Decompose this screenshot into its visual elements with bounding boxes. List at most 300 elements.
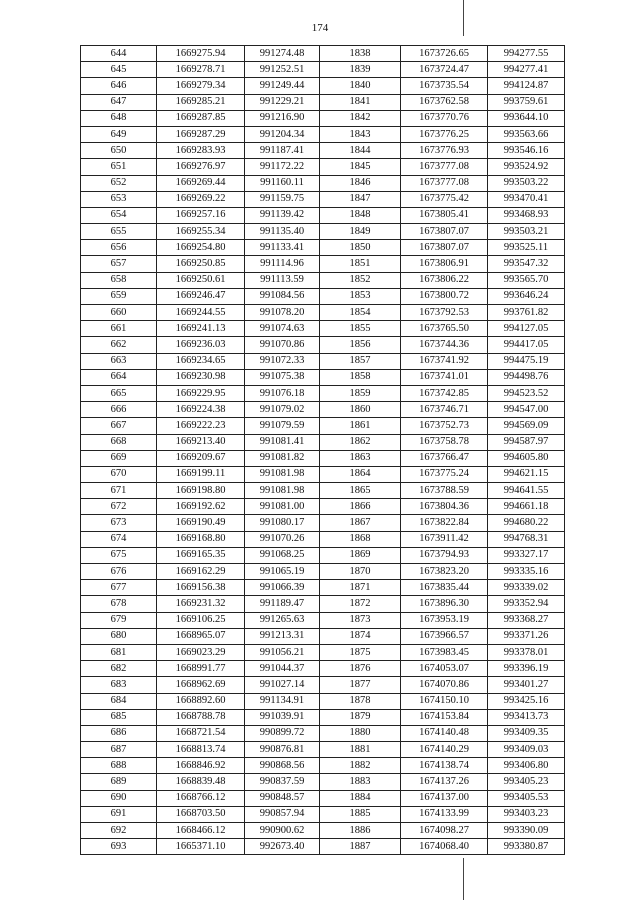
- y-coord-right-cell: 993503.21: [488, 224, 565, 240]
- x-coord-right-cell: 1673807.07: [401, 224, 488, 240]
- x-coord-right-cell: 1673805.41: [401, 207, 488, 223]
- y-coord-right-cell: 993409.35: [488, 725, 565, 741]
- x-coord-left-cell: 1668766.12: [157, 790, 245, 806]
- point-id-left-cell: 648: [81, 110, 157, 126]
- x-coord-right-cell: 1673966.57: [401, 628, 488, 644]
- y-coord-left-cell: 991070.86: [245, 337, 320, 353]
- point-id-right-cell: 1852: [320, 272, 401, 288]
- point-id-left-cell: 677: [81, 580, 157, 596]
- y-coord-left-cell: 991172.22: [245, 159, 320, 175]
- x-coord-right-cell: 1673983.45: [401, 644, 488, 660]
- point-id-left-cell: 670: [81, 466, 157, 482]
- x-coord-right-cell: 1674133.99: [401, 806, 488, 822]
- table-row: [81, 628, 565, 644]
- y-coord-right-cell: 993378.01: [488, 644, 565, 660]
- table-row: [81, 758, 565, 774]
- x-coord-left-cell: 1669250.61: [157, 272, 245, 288]
- x-coord-right-cell: 1673775.42: [401, 191, 488, 207]
- x-coord-right-cell: 1673752.73: [401, 418, 488, 434]
- x-coord-right-cell: 1673788.59: [401, 483, 488, 499]
- x-coord-right-cell: 1674138.74: [401, 758, 488, 774]
- y-coord-left-cell: 991065.19: [245, 564, 320, 580]
- y-coord-left-cell: 991070.26: [245, 531, 320, 547]
- y-coord-left-cell: 991213.31: [245, 628, 320, 644]
- point-id-left-cell: 680: [81, 628, 157, 644]
- point-id-left-cell: 656: [81, 240, 157, 256]
- point-id-left-cell: 693: [81, 839, 157, 855]
- table-row: [81, 823, 565, 839]
- margin-line-bottom: [463, 858, 464, 900]
- x-coord-left-cell: 1669230.98: [157, 369, 245, 385]
- table-row: [81, 725, 565, 741]
- point-id-left-cell: 658: [81, 272, 157, 288]
- table-row: [81, 240, 565, 256]
- x-coord-right-cell: 1673794.93: [401, 547, 488, 563]
- point-id-right-cell: 1850: [320, 240, 401, 256]
- point-id-left-cell: 682: [81, 661, 157, 677]
- x-coord-left-cell: 1669278.71: [157, 62, 245, 78]
- x-coord-left-cell: 1669106.25: [157, 612, 245, 628]
- point-id-left-cell: 690: [81, 790, 157, 806]
- x-coord-right-cell: 1673776.25: [401, 126, 488, 142]
- x-coord-left-cell: 1669198.80: [157, 483, 245, 499]
- point-id-right-cell: 1847: [320, 191, 401, 207]
- point-id-left-cell: 659: [81, 288, 157, 304]
- y-coord-right-cell: 993470.41: [488, 191, 565, 207]
- x-coord-right-cell: 1673777.08: [401, 159, 488, 175]
- y-coord-left-cell: 991072.33: [245, 353, 320, 369]
- x-coord-right-cell: 1674053.07: [401, 661, 488, 677]
- y-coord-left-cell: 991229.21: [245, 94, 320, 110]
- point-id-left-cell: 689: [81, 774, 157, 790]
- x-coord-left-cell: 1669244.55: [157, 305, 245, 321]
- point-id-right-cell: 1859: [320, 385, 401, 401]
- y-coord-left-cell: 990837.59: [245, 774, 320, 790]
- x-coord-right-cell: 1673806.91: [401, 256, 488, 272]
- point-id-right-cell: 1861: [320, 418, 401, 434]
- table-row: [81, 580, 565, 596]
- y-coord-right-cell: 993401.27: [488, 677, 565, 693]
- point-id-left-cell: 666: [81, 402, 157, 418]
- y-coord-right-cell: 994680.22: [488, 515, 565, 531]
- table-row: [81, 402, 565, 418]
- y-coord-left-cell: 991133.41: [245, 240, 320, 256]
- y-coord-left-cell: 990900.62: [245, 823, 320, 839]
- table-row: [81, 143, 565, 159]
- x-coord-left-cell: 1669276.97: [157, 159, 245, 175]
- table-row: [81, 288, 565, 304]
- point-id-right-cell: 1873: [320, 612, 401, 628]
- point-id-left-cell: 662: [81, 337, 157, 353]
- x-coord-left-cell: 1669254.80: [157, 240, 245, 256]
- point-id-left-cell: 671: [81, 483, 157, 499]
- y-coord-right-cell: 993396.19: [488, 661, 565, 677]
- table-row: [81, 110, 565, 126]
- point-id-left-cell: 683: [81, 677, 157, 693]
- y-coord-left-cell: 991139.42: [245, 207, 320, 223]
- table-row: [81, 94, 565, 110]
- point-id-right-cell: 1841: [320, 94, 401, 110]
- x-coord-right-cell: 1674137.26: [401, 774, 488, 790]
- table-row: [81, 272, 565, 288]
- point-id-right-cell: 1855: [320, 321, 401, 337]
- point-id-left-cell: 681: [81, 644, 157, 660]
- point-id-right-cell: 1866: [320, 499, 401, 515]
- x-coord-left-cell: 1668466.12: [157, 823, 245, 839]
- y-coord-left-cell: 990899.72: [245, 725, 320, 741]
- x-coord-left-cell: 1669156.38: [157, 580, 245, 596]
- x-coord-right-cell: 1673735.54: [401, 78, 488, 94]
- y-coord-left-cell: 991159.75: [245, 191, 320, 207]
- y-coord-left-cell: 991078.20: [245, 305, 320, 321]
- table-row: [81, 191, 565, 207]
- table-row: [81, 385, 565, 401]
- y-coord-right-cell: 994768.31: [488, 531, 565, 547]
- point-id-right-cell: 1881: [320, 742, 401, 758]
- point-id-left-cell: 679: [81, 612, 157, 628]
- point-id-right-cell: 1875: [320, 644, 401, 660]
- point-id-right-cell: 1849: [320, 224, 401, 240]
- y-coord-left-cell: 990876.81: [245, 742, 320, 758]
- table-row: [81, 790, 565, 806]
- point-id-right-cell: 1865: [320, 483, 401, 499]
- x-coord-right-cell: 1674150.10: [401, 693, 488, 709]
- y-coord-left-cell: 991204.34: [245, 126, 320, 142]
- x-coord-left-cell: 1669192.62: [157, 499, 245, 515]
- table-row: [81, 305, 565, 321]
- x-coord-right-cell: 1673741.01: [401, 369, 488, 385]
- point-id-right-cell: 1856: [320, 337, 401, 353]
- point-id-right-cell: 1886: [320, 823, 401, 839]
- point-id-left-cell: 691: [81, 806, 157, 822]
- table-row: [81, 644, 565, 660]
- point-id-right-cell: 1870: [320, 564, 401, 580]
- y-coord-right-cell: 993403.23: [488, 806, 565, 822]
- y-coord-right-cell: 994547.00: [488, 402, 565, 418]
- y-coord-right-cell: 993409.03: [488, 742, 565, 758]
- y-coord-left-cell: 991079.02: [245, 402, 320, 418]
- point-id-left-cell: 678: [81, 596, 157, 612]
- point-id-right-cell: 1844: [320, 143, 401, 159]
- y-coord-right-cell: 994124.87: [488, 78, 565, 94]
- y-coord-left-cell: 991068.25: [245, 547, 320, 563]
- x-coord-left-cell: 1668788.78: [157, 709, 245, 725]
- y-coord-right-cell: 993563.66: [488, 126, 565, 142]
- x-coord-right-cell: 1673766.47: [401, 450, 488, 466]
- table-row: [81, 677, 565, 693]
- point-id-right-cell: 1843: [320, 126, 401, 142]
- x-coord-left-cell: 1668991.77: [157, 661, 245, 677]
- y-coord-right-cell: 993390.09: [488, 823, 565, 839]
- x-coord-right-cell: 1673896.30: [401, 596, 488, 612]
- y-coord-left-cell: 990857.94: [245, 806, 320, 822]
- point-id-right-cell: 1874: [320, 628, 401, 644]
- point-id-right-cell: 1877: [320, 677, 401, 693]
- table-row: [81, 418, 565, 434]
- point-id-right-cell: 1842: [320, 110, 401, 126]
- point-id-left-cell: 651: [81, 159, 157, 175]
- y-coord-right-cell: 993565.70: [488, 272, 565, 288]
- y-coord-right-cell: 993406.80: [488, 758, 565, 774]
- point-id-left-cell: 665: [81, 385, 157, 401]
- y-coord-left-cell: 991160.11: [245, 175, 320, 191]
- y-coord-right-cell: 993371.26: [488, 628, 565, 644]
- table-row: [81, 450, 565, 466]
- y-coord-left-cell: 991081.98: [245, 466, 320, 482]
- coordinate-table-body: [81, 46, 565, 855]
- x-coord-right-cell: 1673823.20: [401, 564, 488, 580]
- x-coord-left-cell: 1669234.65: [157, 353, 245, 369]
- y-coord-right-cell: 993352.94: [488, 596, 565, 612]
- coordinate-table: [80, 45, 565, 855]
- table-row: [81, 46, 565, 62]
- point-id-right-cell: 1876: [320, 661, 401, 677]
- y-coord-left-cell: 991080.17: [245, 515, 320, 531]
- y-coord-right-cell: 993368.27: [488, 612, 565, 628]
- point-id-left-cell: 649: [81, 126, 157, 142]
- y-coord-right-cell: 993335.16: [488, 564, 565, 580]
- y-coord-right-cell: 993380.87: [488, 839, 565, 855]
- x-coord-right-cell: 1673804.36: [401, 499, 488, 515]
- y-coord-right-cell: 993405.53: [488, 790, 565, 806]
- x-coord-left-cell: 1669269.44: [157, 175, 245, 191]
- y-coord-right-cell: 994523.52: [488, 385, 565, 401]
- table-row: [81, 224, 565, 240]
- x-coord-left-cell: 1669162.29: [157, 564, 245, 580]
- y-coord-left-cell: 991216.90: [245, 110, 320, 126]
- x-coord-right-cell: 1673724.47: [401, 62, 488, 78]
- table-row: [81, 353, 565, 369]
- point-id-left-cell: 667: [81, 418, 157, 434]
- point-id-left-cell: 684: [81, 693, 157, 709]
- point-id-left-cell: 692: [81, 823, 157, 839]
- x-coord-left-cell: 1669275.94: [157, 46, 245, 62]
- point-id-right-cell: 1857: [320, 353, 401, 369]
- point-id-right-cell: 1882: [320, 758, 401, 774]
- x-coord-right-cell: 1673762.58: [401, 94, 488, 110]
- table-row: [81, 742, 565, 758]
- point-id-left-cell: 652: [81, 175, 157, 191]
- x-coord-right-cell: 1674140.48: [401, 725, 488, 741]
- x-coord-left-cell: 1669285.21: [157, 94, 245, 110]
- y-coord-left-cell: 991189.47: [245, 596, 320, 612]
- y-coord-left-cell: 991084.56: [245, 288, 320, 304]
- point-id-left-cell: 653: [81, 191, 157, 207]
- x-coord-right-cell: 1674137.00: [401, 790, 488, 806]
- y-coord-left-cell: 990868.56: [245, 758, 320, 774]
- table-row: [81, 839, 565, 855]
- x-coord-left-cell: 1668839.48: [157, 774, 245, 790]
- x-coord-right-cell: 1673758.78: [401, 434, 488, 450]
- x-coord-right-cell: 1673741.92: [401, 353, 488, 369]
- y-coord-right-cell: 993547.32: [488, 256, 565, 272]
- x-coord-left-cell: 1669213.40: [157, 434, 245, 450]
- point-id-right-cell: 1863: [320, 450, 401, 466]
- y-coord-right-cell: 993546.16: [488, 143, 565, 159]
- point-id-right-cell: 1846: [320, 175, 401, 191]
- y-coord-right-cell: 994127.05: [488, 321, 565, 337]
- page-number: 174: [311, 22, 329, 34]
- x-coord-right-cell: 1673800.72: [401, 288, 488, 304]
- x-coord-right-cell: 1674153.84: [401, 709, 488, 725]
- point-id-left-cell: 660: [81, 305, 157, 321]
- point-id-left-cell: 668: [81, 434, 157, 450]
- point-id-right-cell: 1862: [320, 434, 401, 450]
- x-coord-left-cell: 1669241.13: [157, 321, 245, 337]
- x-coord-right-cell: 1673807.07: [401, 240, 488, 256]
- point-id-left-cell: 661: [81, 321, 157, 337]
- table-row: [81, 126, 565, 142]
- x-coord-right-cell: 1674098.27: [401, 823, 488, 839]
- y-coord-left-cell: 991066.39: [245, 580, 320, 596]
- y-coord-right-cell: 993525.11: [488, 240, 565, 256]
- x-coord-right-cell: 1674140.29: [401, 742, 488, 758]
- point-id-left-cell: 647: [81, 94, 157, 110]
- point-id-right-cell: 1848: [320, 207, 401, 223]
- x-coord-left-cell: 1669236.03: [157, 337, 245, 353]
- table-row: [81, 62, 565, 78]
- x-coord-left-cell: 1668846.92: [157, 758, 245, 774]
- point-id-right-cell: 1851: [320, 256, 401, 272]
- x-coord-left-cell: 1665371.10: [157, 839, 245, 855]
- table-row: [81, 547, 565, 563]
- table-row: [81, 337, 565, 353]
- x-coord-left-cell: 1669209.67: [157, 450, 245, 466]
- x-coord-right-cell: 1674070.86: [401, 677, 488, 693]
- table-row: [81, 434, 565, 450]
- y-coord-right-cell: 994569.09: [488, 418, 565, 434]
- y-coord-left-cell: 991249.44: [245, 78, 320, 94]
- y-coord-right-cell: 993339.02: [488, 580, 565, 596]
- point-id-right-cell: 1839: [320, 62, 401, 78]
- table-row: [81, 175, 565, 191]
- y-coord-right-cell: 993425.16: [488, 693, 565, 709]
- y-coord-right-cell: 993646.24: [488, 288, 565, 304]
- x-coord-right-cell: 1673775.24: [401, 466, 488, 482]
- y-coord-left-cell: 991074.63: [245, 321, 320, 337]
- x-coord-left-cell: 1668962.69: [157, 677, 245, 693]
- point-id-left-cell: 646: [81, 78, 157, 94]
- y-coord-left-cell: 991265.63: [245, 612, 320, 628]
- point-id-left-cell: 644: [81, 46, 157, 62]
- table-row: [81, 207, 565, 223]
- point-id-left-cell: 688: [81, 758, 157, 774]
- y-coord-right-cell: 993761.82: [488, 305, 565, 321]
- x-coord-left-cell: 1669231.32: [157, 596, 245, 612]
- table-row: [81, 515, 565, 531]
- y-coord-right-cell: 993759.61: [488, 94, 565, 110]
- point-id-right-cell: 1838: [320, 46, 401, 62]
- table-row: [81, 531, 565, 547]
- x-coord-right-cell: 1673742.85: [401, 385, 488, 401]
- table-row: [81, 612, 565, 628]
- table-row: [81, 483, 565, 499]
- point-id-left-cell: 664: [81, 369, 157, 385]
- y-coord-left-cell: 991081.98: [245, 483, 320, 499]
- y-coord-left-cell: 991252.51: [245, 62, 320, 78]
- y-coord-left-cell: 991076.18: [245, 385, 320, 401]
- y-coord-right-cell: 994621.15: [488, 466, 565, 482]
- point-id-right-cell: 1885: [320, 806, 401, 822]
- x-coord-left-cell: 1669224.38: [157, 402, 245, 418]
- y-coord-right-cell: 994277.55: [488, 46, 565, 62]
- x-coord-left-cell: 1669287.85: [157, 110, 245, 126]
- x-coord-right-cell: 1673777.08: [401, 175, 488, 191]
- point-id-left-cell: 672: [81, 499, 157, 515]
- x-coord-left-cell: 1669287.29: [157, 126, 245, 142]
- x-coord-right-cell: 1673822.84: [401, 515, 488, 531]
- x-coord-left-cell: 1669190.49: [157, 515, 245, 531]
- point-id-left-cell: 687: [81, 742, 157, 758]
- y-coord-right-cell: 993405.23: [488, 774, 565, 790]
- y-coord-right-cell: 994605.80: [488, 450, 565, 466]
- margin-line-top: [463, 0, 464, 36]
- point-id-right-cell: 1868: [320, 531, 401, 547]
- y-coord-left-cell: 991027.14: [245, 677, 320, 693]
- x-coord-left-cell: 1668813.74: [157, 742, 245, 758]
- x-coord-right-cell: 1673953.19: [401, 612, 488, 628]
- y-coord-left-cell: 991134.91: [245, 693, 320, 709]
- y-coord-right-cell: 994587.97: [488, 434, 565, 450]
- table-row: [81, 256, 565, 272]
- point-id-right-cell: 1872: [320, 596, 401, 612]
- y-coord-right-cell: 993413.73: [488, 709, 565, 725]
- point-id-right-cell: 1869: [320, 547, 401, 563]
- table-row: [81, 369, 565, 385]
- y-coord-left-cell: 991075.38: [245, 369, 320, 385]
- point-id-left-cell: 685: [81, 709, 157, 725]
- point-id-right-cell: 1871: [320, 580, 401, 596]
- x-coord-left-cell: 1669168.80: [157, 531, 245, 547]
- point-id-right-cell: 1860: [320, 402, 401, 418]
- point-id-left-cell: 654: [81, 207, 157, 223]
- y-coord-right-cell: 993503.22: [488, 175, 565, 191]
- y-coord-left-cell: 991135.40: [245, 224, 320, 240]
- x-coord-left-cell: 1668721.54: [157, 725, 245, 741]
- x-coord-right-cell: 1673792.53: [401, 305, 488, 321]
- x-coord-left-cell: 1669199.11: [157, 466, 245, 482]
- y-coord-right-cell: 994498.76: [488, 369, 565, 385]
- x-coord-right-cell: 1673770.76: [401, 110, 488, 126]
- point-id-right-cell: 1845: [320, 159, 401, 175]
- y-coord-right-cell: 994661.18: [488, 499, 565, 515]
- point-id-right-cell: 1879: [320, 709, 401, 725]
- y-coord-left-cell: 991187.41: [245, 143, 320, 159]
- x-coord-left-cell: 1669279.34: [157, 78, 245, 94]
- point-id-left-cell: 657: [81, 256, 157, 272]
- x-coord-right-cell: 1673911.42: [401, 531, 488, 547]
- table-row: [81, 693, 565, 709]
- y-coord-left-cell: 991079.59: [245, 418, 320, 434]
- x-coord-right-cell: 1673776.93: [401, 143, 488, 159]
- x-coord-left-cell: 1668965.07: [157, 628, 245, 644]
- point-id-left-cell: 663: [81, 353, 157, 369]
- table-row: [81, 806, 565, 822]
- table-row: [81, 159, 565, 175]
- x-coord-left-cell: 1669250.85: [157, 256, 245, 272]
- y-coord-right-cell: 994417.05: [488, 337, 565, 353]
- table-row: [81, 596, 565, 612]
- table-row: [81, 78, 565, 94]
- x-coord-right-cell: 1674068.40: [401, 839, 488, 855]
- point-id-left-cell: 645: [81, 62, 157, 78]
- x-coord-right-cell: 1673835.44: [401, 580, 488, 596]
- table-row: [81, 774, 565, 790]
- point-id-right-cell: 1880: [320, 725, 401, 741]
- point-id-right-cell: 1884: [320, 790, 401, 806]
- x-coord-right-cell: 1673744.36: [401, 337, 488, 353]
- point-id-right-cell: 1853: [320, 288, 401, 304]
